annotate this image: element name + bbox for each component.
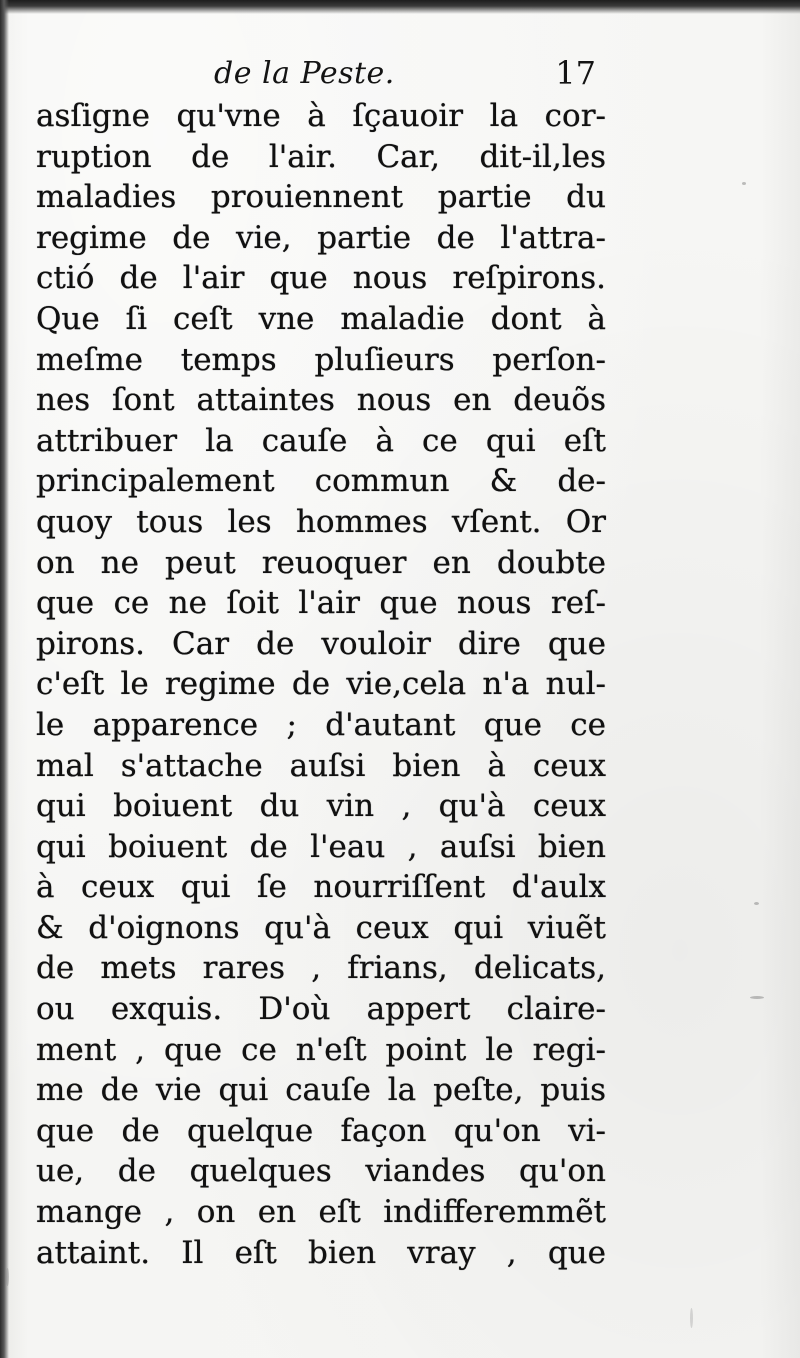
text-line: pirons. Car de vouloir dire que <box>36 625 606 662</box>
text-line: mal s'attache auſsi bien à ceux <box>36 747 606 784</box>
text-line: attribuer la cauſe à ce qui eſt <box>36 422 606 459</box>
text-line: quoy tous les hommes vſent. Or <box>36 503 606 540</box>
page-left-shadow <box>0 0 9 1358</box>
text-line: me de vie qui cauſe la peſte, puis <box>36 1072 606 1109</box>
text-line: ment , que ce n'eſt point le regi- <box>36 1031 606 1068</box>
page-number: 17 <box>555 54 596 92</box>
text-line: ue, de quelques viandes qu'on <box>36 1153 606 1190</box>
text-line: qui boiuent de l'eau , auſsi bien <box>36 828 606 865</box>
text-line: le apparence ; d'autant que ce <box>36 706 606 743</box>
text-line: à ceux qui ſe nourriſſent d'aulx <box>36 869 606 906</box>
text-line: mange , on en eſt indifferemmẽt <box>36 1194 606 1231</box>
page-header <box>36 52 596 100</box>
text-line: principalement commun & de- <box>36 463 606 500</box>
text-line: nes ſont attaintes nous en deuõs <box>36 382 606 419</box>
text-line: ctió de l'air que nous reſpirons. <box>36 260 606 297</box>
text-line: maladies prouiennent partie du <box>36 179 606 216</box>
text-line: asſigne qu'vne à ſçauoir la cor- <box>36 98 606 134</box>
body-text <box>36 96 606 1273</box>
text-line: de mets rares , frians, delicats, <box>36 950 606 987</box>
text-line: on ne peut reuoquer en doubte <box>36 544 606 581</box>
text-line: Que ſi ceſt vne maladie dont à <box>36 300 606 337</box>
text-line: & d'oignons qu'à ceux qui viuẽt <box>36 909 606 946</box>
text-line: meſme temps pluſieurs perſon- <box>36 341 606 378</box>
text-line: c'eſt le regime de vie,cela n'a nul- <box>36 666 606 703</box>
text-line: ruption de l'air. Car, dit-il,les <box>36 138 606 175</box>
paper-speck <box>6 1268 9 1286</box>
paper-speck <box>742 182 746 185</box>
paper-speck <box>750 996 764 999</box>
running-title: de la Peste. <box>214 56 395 91</box>
text-line: ou exquis. D'où appert claire- <box>36 991 606 1028</box>
paper-speck <box>690 1308 693 1328</box>
page-top-shadow <box>0 0 800 14</box>
paper-speck <box>754 902 759 905</box>
text-line: qui boiuent du vin , qu'à ceux <box>36 788 606 825</box>
text-line: que ce ne ſoit l'air que nous reſ- <box>36 585 606 622</box>
text-line: attaint. Il eſt bien vray , que <box>36 1234 606 1271</box>
text-line: que de quelque façon qu'on vi- <box>36 1112 606 1149</box>
text-line: regime de vie, partie de l'attra- <box>36 219 606 256</box>
